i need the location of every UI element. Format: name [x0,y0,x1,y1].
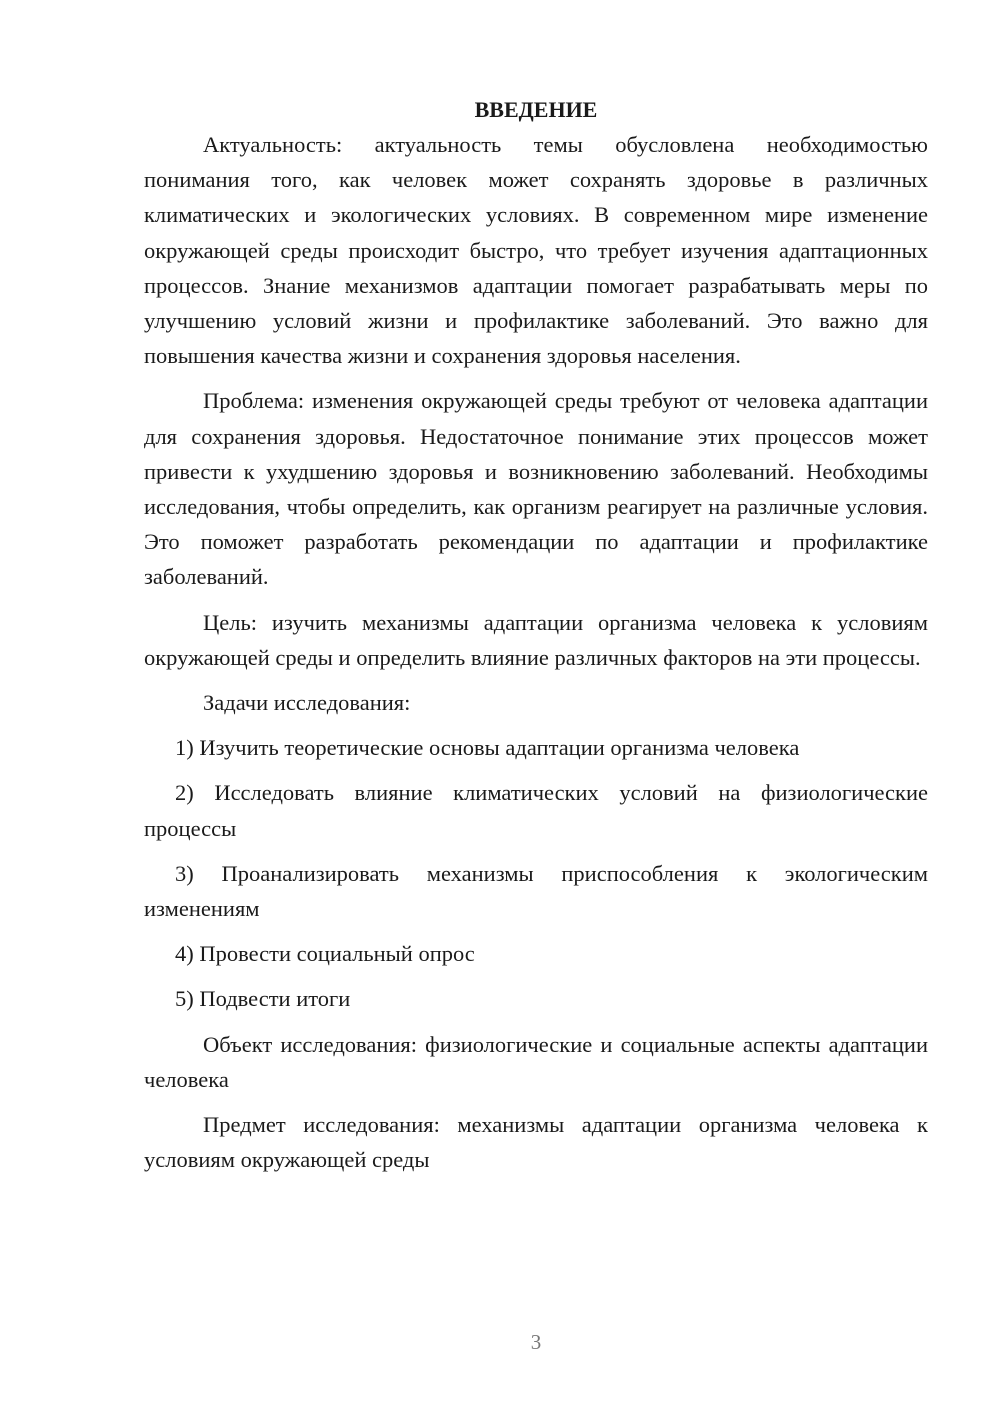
task-item-4: 4) Провести социальный опрос [175,941,475,967]
subject-paragraph: Предмет исследования: механизмы адаптации организма человека к условиям окружающей среды [144,1112,928,1173]
task-item-1: 1) Изучить теоретические основы адаптации организма человека [175,735,800,761]
section-heading: ВВЕДЕНИЕ [474,97,598,122]
task-item-5: 5) Подвести итоги [175,986,351,1012]
task-item-2: 2) Исследовать влияние климатических условий на физиологические процессы [144,780,928,841]
goal-paragraph: Цель: изучить механизмы адаптации организма человека к условиям окружающей среды и определить влияние различных факторов на эти процессы. [144,609,928,670]
relevance-paragraph: Актуальность: актуальность темы обусловлена необходимостью понимания того, как человек может сохранять здоровье в различных климатических и экологических условиях. В современном мире изменение окружающей среды происходит быстро, что требует изучения адаптационных процессов. Знание механизмов адаптации помогает разрабатывать меры по улучшению условий жизни и профилактике заболеваний. Это важно для повышения качества жизни и сохранения здоровья населения. [144,132,928,369]
object-paragraph: Объект исследования: физиологические и социальные аспекты адаптации человека [144,1031,928,1092]
task-item-3: 3) Проанализировать механизмы приспособления к экологическим изменениям [144,860,928,922]
page-body [144,92,928,1177]
tasks-title: Задачи исследования: [203,690,411,716]
page-number: 3 [530,1330,542,1354]
problem-paragraph: Проблема: изменения окружающей среды требуют от человека адаптации для сохранения здоровья. Недостаточное понимание этих процессов может привести к ухудшению здоровья и возникновению заболеваний. Необходимы исследования, чтобы определить, как организм реагирует на различные условия. Это поможет разработать рекомендации по адаптации и профилактике заболеваний. [144,388,928,590]
